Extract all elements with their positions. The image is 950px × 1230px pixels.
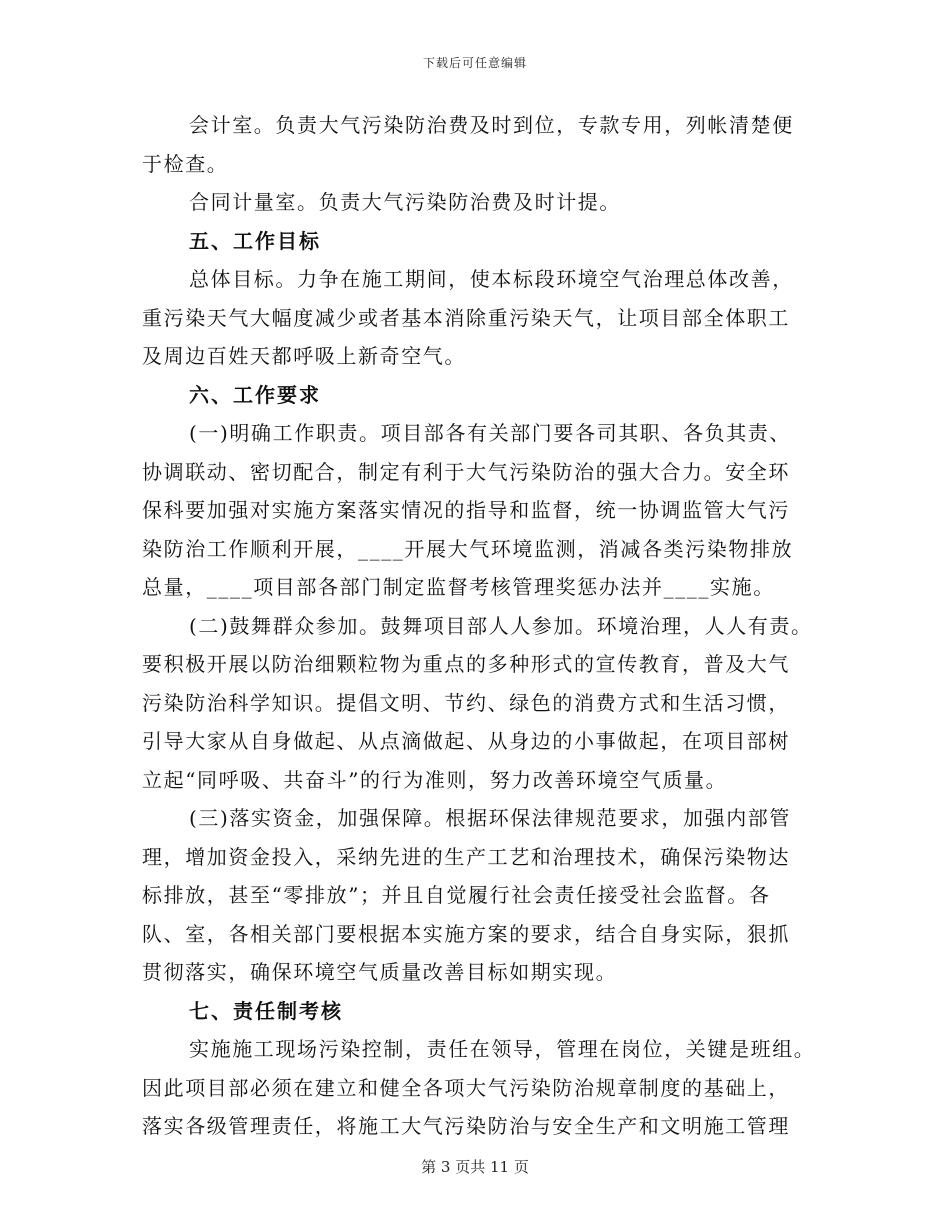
text-line: 合同计量室。负责大气污染防治费及时计提。 <box>189 190 621 214</box>
text-line: 总体目标。力争在施工期间，使本标段环境空气治理总体改善， <box>189 267 794 291</box>
text-line: (三)落实资金，加强保障。根据环保法律规范要求，加强内部管 <box>189 806 792 830</box>
text-line: 实施施工现场污染控制，责任在领导，管理在岗位，关键是班组。 <box>189 1037 816 1061</box>
document-body <box>142 106 814 1146</box>
text-line: 落实各级管理责任，将施工大气污染防治与安全生产和文明施工管理 <box>142 1114 790 1138</box>
page-header: 下载后可任意编辑 <box>422 56 527 70</box>
text-line: (一)明确工作职责。项目部各有关部门要各司其职、各负其责、 <box>189 421 792 445</box>
section-heading: 七、责任制考核 <box>189 998 343 1023</box>
text-line: 队、室，各相关部门要根据本实施方案的要求，结合自身实际，狠抓 <box>142 921 790 946</box>
text-line: (二)鼓舞群众参加。鼓舞项目部人人参加。环境治理，人人有责。 <box>189 613 813 638</box>
text-line: 要积极开展以防治细颗粒物为重点的多种形式的宣传教育，普及大气 <box>142 652 790 676</box>
text-line: 重污染天气大幅度减少或者基本消除重污染天气，让项目部全体职工 <box>142 305 790 330</box>
text-line: 总量，____项目部各部门制定监督考核管理奖惩办法并____实施。 <box>142 575 775 599</box>
text-line: 引导大家从自身做起、从点滴做起、从身边的小事做起，在项目部树 <box>142 729 790 753</box>
text-line: 于检查。 <box>142 151 229 176</box>
text-line: 协调联动、密切配合，制定有利于大气污染防治的强大合力。安全环 <box>142 459 790 484</box>
text-line: 立起“同呼吸、共奋斗”的行为准则，努力改善环境空气质量。 <box>142 767 728 792</box>
text-line: 及周边百姓天都呼吸上新奇空气。 <box>142 344 466 368</box>
text-line: 染防治工作顺利开展，____开展大气环境监测，消减各类污染物排放 <box>142 536 794 561</box>
text-line: 因此项目部必须在建立和健全各项大气污染防治规章制度的基础上， <box>142 1075 790 1100</box>
text-line: 贯彻落实，确保环境空气质量改善目标如期实现。 <box>142 960 618 984</box>
text-line: 污染防治科学知识。提倡文明、节约、绿色的消费方式和生活习惯， <box>142 690 790 715</box>
page-footer: 第 3 页共 11 页 <box>421 1158 529 1176</box>
text-line: 理，增加资金投入，采纳先进的生产工艺和治理技术，确保污染物达 <box>142 844 790 869</box>
section-heading: 五、工作目标 <box>189 228 321 253</box>
section-heading: 六、工作要求 <box>189 382 321 407</box>
text-line: 保科要加强对实施方案落实情况的指导和监督，统一协调监管大气污 <box>142 498 790 522</box>
text-line: 标排放，甚至“零排放”；并且自觉履行社会责任接受社会监督。各 <box>142 883 771 907</box>
text-line: 会计室。负责大气污染防治费及时到位，专款专用，列帐清楚便 <box>189 113 794 137</box>
